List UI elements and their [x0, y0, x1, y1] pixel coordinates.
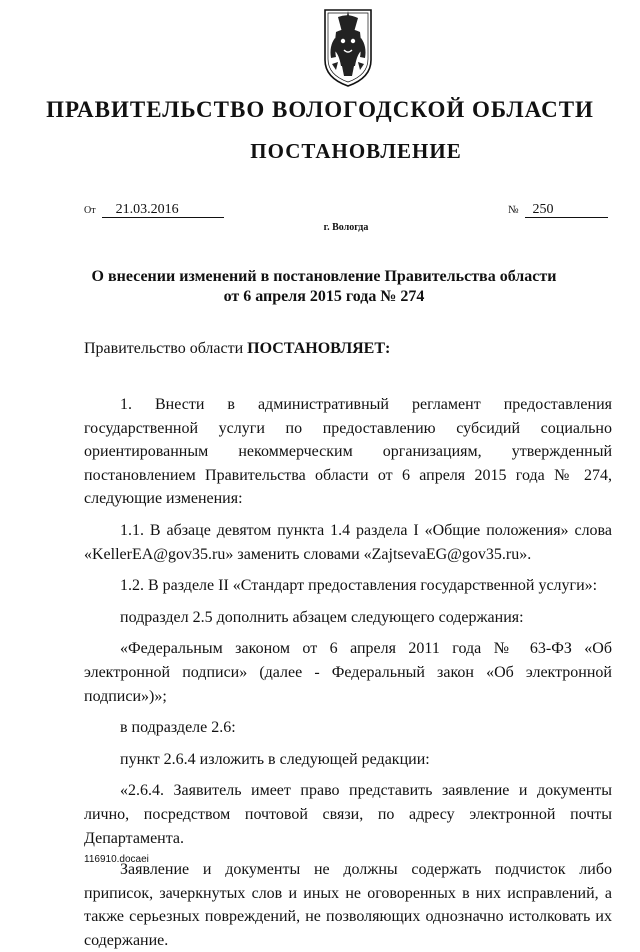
file-reference: 116910.docaei: [84, 854, 149, 865]
document-heading: [0, 267, 640, 307]
date-prefix: От: [84, 205, 96, 216]
paragraph: 1.2. В разделе II «Стандарт предоставления государственной услуги»:: [120, 577, 598, 595]
document-date: [84, 201, 224, 218]
paragraph: пункт 2.6.4 изложить в следующей редакции:: [120, 750, 430, 768]
number-value: 250: [525, 202, 608, 218]
paragraph: «2.6.4. Заявитель имеет право представить заявление и документы лично, посредством почтовой связи, по адресу электронной почты Департамента.: [84, 782, 612, 847]
paragraph: 1. Внести в административный регламент предоставления государственной услуги по предоставлению субсидий социально ориентированным некоммерческим организациям, утвержденный постановлением Правительства области от 6 апреля 2015 года № 274, следующие изменения:: [84, 396, 612, 508]
paragraph: подраздел 2.5 дополнить абзацем следующего содержания:: [120, 608, 524, 626]
preamble-text: Правительство области: [84, 340, 244, 357]
date-value: 21.03.2016: [102, 202, 224, 218]
paragraph: «Федеральным законом от 6 апреля 2011 года № 63-ФЗ «Об электронной подписи» (далее - Федеральный закон «Об электронной подписи»)»;: [84, 640, 612, 705]
document-type: ПОСТАНОВЛЕНИЕ: [250, 139, 462, 163]
document-number: [508, 201, 608, 218]
government-title: ПРАВИТЕЛЬСТВО ВОЛОГОДСКОЙ ОБЛАСТИ: [46, 97, 594, 122]
paragraph: 1.1. В абзаце девятом пункта 1.4 раздела I «Общие положения» слова «KellerEA@gov35.ru» заменить словами «ZajtsevaEG@gov35.ru».: [84, 521, 612, 563]
paragraph: Заявление и документы не должны содержать подчисток либо приписок, зачеркнутых слов и иных не оговоренных в них исправлений, а также серьезных повреждений, не позволяющих однозначно истолковать их содержание.: [84, 861, 612, 949]
paragraph: в подразделе 2.6:: [120, 719, 236, 737]
number-prefix: №: [508, 204, 519, 216]
coat-of-arms-emblem: [322, 8, 374, 88]
preamble-decree-word: ПОСТАНОВЛЯЕТ:: [247, 340, 391, 357]
city-label: г. Вологда: [323, 222, 369, 233]
document-body: [84, 393, 612, 952]
preamble: [84, 340, 390, 358]
heading-line-1: О внесении изменений в постановление Правительства области: [91, 268, 557, 285]
heading-line-2: от 6 апреля 2015 года № 274: [223, 288, 425, 305]
